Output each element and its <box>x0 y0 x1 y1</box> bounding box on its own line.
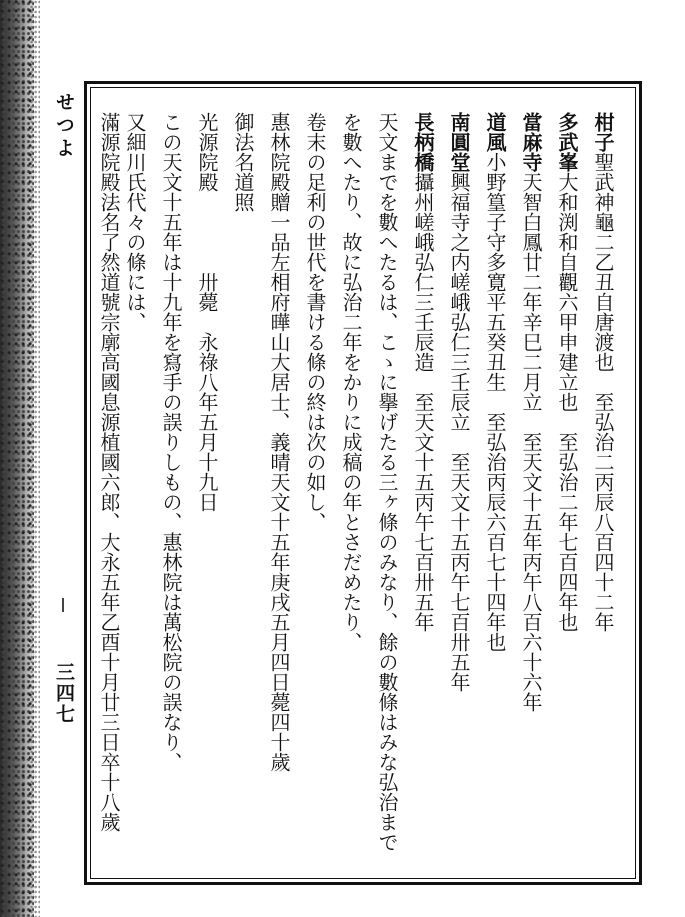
text-column-1 <box>590 112 616 872</box>
book-spine-shadow <box>0 0 34 917</box>
entry-label: 長柄橋 <box>411 112 435 172</box>
text-column-12 <box>194 112 220 872</box>
body-text: 光源院殿 卅薨 永祿八年五月十九日 <box>195 112 219 512</box>
text-column-9 <box>302 112 328 872</box>
margin-mark <box>62 598 64 612</box>
entry-label: 南圓堂 <box>447 112 471 172</box>
entry-label: 多武峯 <box>555 112 579 172</box>
page-number: 三四七 <box>53 662 75 725</box>
text-column-14 <box>122 112 148 872</box>
entry-text: 聖武神龜二乙丑自唐渡也 至弘治二丙辰八百四十二年 <box>591 152 615 632</box>
running-head: せつよ <box>53 92 75 161</box>
text-column-13 <box>158 112 184 872</box>
body-text: 又細川氏代々の條には、 <box>123 112 147 332</box>
body-text: 惠林院殿贈一品左相府曄山大居士、義晴天文十五年庚戌五月四日薨四十歲 <box>267 112 291 772</box>
body-text: 天文までを數へたるは、こゝに擧げたる三ヶ條のみなり、餘の數條はみな弘治まで <box>375 112 399 852</box>
entry-label: 道風 <box>483 112 507 152</box>
entry-text: 興福寺之内嵯峨弘仁三壬辰立 至天文十五丙午七百卅五年 <box>447 172 471 692</box>
body-text: 卷末の足利の世代を書ける條の終は次の如し、 <box>303 112 327 532</box>
text-column-10 <box>266 112 292 872</box>
entry-label: 當麻寺 <box>519 112 543 172</box>
entry-text: 大和渕和自觀六甲申建立也 至弘治二年七百四年也 <box>555 172 579 632</box>
entry-label: 柑子 <box>591 112 615 152</box>
text-column-4 <box>482 112 508 872</box>
text-column-2 <box>554 112 580 872</box>
text-column-5 <box>446 112 472 872</box>
text-column-11 <box>230 112 256 872</box>
text-column-6 <box>410 112 436 872</box>
entry-text: 天智白鳳廿二年辛巳二月立 至天文十五年丙午八百六十六年 <box>519 172 543 712</box>
body-text: を數へたり、故に弘治二年をかりに成稿の年とさだめたり、 <box>339 112 363 652</box>
page-edge-texture <box>30 0 40 917</box>
body-text: 御法名道照 <box>231 112 255 212</box>
text-column-7 <box>374 112 400 872</box>
body-text: 滿源院殿法名了然道號宗廓高國息源植國六郎、大永五年乙酉十月廿三日卒十八歲 <box>97 112 121 832</box>
entry-text: 攝州嵯峨弘仁三壬辰造 至天文十五丙午七百卅五年 <box>411 172 435 632</box>
entry-text: 小野篁子守多寛平五癸丑生 至弘治丙辰六百七十四年也 <box>483 152 507 652</box>
text-column-3 <box>518 112 544 872</box>
text-column-8 <box>338 112 364 872</box>
body-text: この天文十五年は十九年を寫手の誤りしもの、惠林院は萬松院の誤なり、 <box>159 112 183 772</box>
text-column-15 <box>96 112 122 872</box>
